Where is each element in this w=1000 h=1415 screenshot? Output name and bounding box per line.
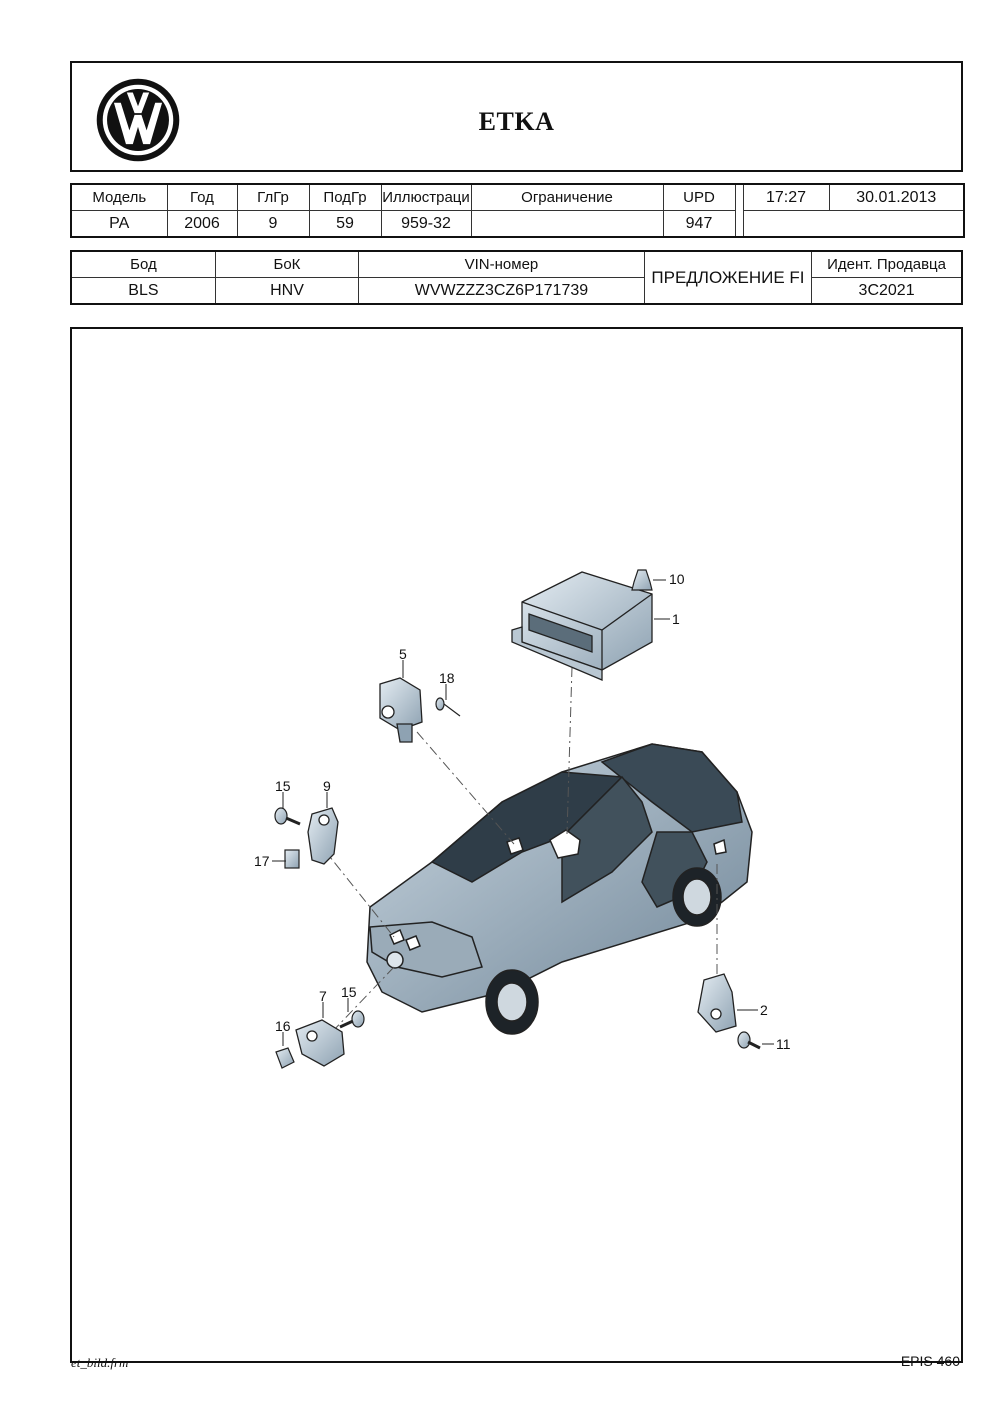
- callout-2: 2: [760, 1002, 768, 1018]
- info-table-1: [70, 183, 965, 238]
- callout-17: 17: [254, 853, 270, 869]
- value-year: 2006: [167, 211, 237, 238]
- label-year: Год: [167, 184, 237, 211]
- footer-version: EPIS 460: [900, 1353, 960, 1369]
- value-dealer-id: 3C2021: [812, 278, 962, 305]
- label-main-group: ГлГр: [237, 184, 309, 211]
- value-engine-code: BLS: [71, 278, 215, 305]
- callout-18: 18: [439, 670, 455, 686]
- label-illustration: Иллюстраци: [381, 184, 471, 211]
- label-restriction: Ограничение: [471, 184, 663, 211]
- value-upd: 947: [663, 211, 735, 238]
- bolt-part-15-bottom: [340, 1011, 364, 1027]
- sensor-part-5: [380, 678, 422, 742]
- info-table-2: [70, 250, 963, 305]
- app-title: ETKA: [478, 107, 555, 136]
- callout-5: 5: [399, 646, 407, 662]
- label-sub-group: ПодГр: [309, 184, 381, 211]
- car-illustration: [367, 744, 752, 1034]
- bolt-part-16: [276, 1048, 294, 1068]
- label-engine-code: Бод: [71, 251, 215, 278]
- value-illustration: 959-32: [381, 211, 471, 238]
- label-dealer-id: Идент. Продавца: [812, 251, 962, 278]
- value-main-group: 9: [237, 211, 309, 238]
- value-model: PA: [71, 211, 167, 238]
- time: 17:27: [743, 184, 829, 211]
- callout-15-bottom: 15: [341, 984, 357, 1000]
- empty-cell: [743, 211, 964, 238]
- label-upd: UPD: [663, 184, 735, 211]
- callout-11: 11: [776, 1036, 791, 1052]
- parts-diagram: [72, 329, 961, 1361]
- bolt-part-11: [738, 1032, 760, 1048]
- value-restriction: [471, 211, 663, 238]
- sensor-part-9: [308, 808, 338, 864]
- control-module-part: [512, 572, 652, 680]
- spacer-cell: [735, 184, 743, 237]
- sensor-part-2: [698, 974, 736, 1032]
- callout-7: 7: [319, 988, 327, 1004]
- callout-16: 16: [275, 1018, 291, 1034]
- bolt-part-15-top: [275, 808, 300, 824]
- value-gearbox-code: HNV: [215, 278, 358, 305]
- diagram-box: [70, 327, 963, 1363]
- label-model: Модель: [71, 184, 167, 211]
- rivet-part-18: [436, 698, 460, 716]
- nut-part-17: [285, 850, 299, 868]
- label-gearbox-code: БоК: [215, 251, 358, 278]
- callout-15-top: 15: [275, 778, 291, 794]
- title-box: [70, 61, 963, 172]
- date: 30.01.2013: [829, 184, 964, 211]
- callout-10: 10: [669, 571, 685, 587]
- clip-part-10: [632, 570, 652, 590]
- value-vin: WVWZZZ3CZ6P171739: [359, 278, 645, 305]
- callout-1: 1: [672, 611, 680, 627]
- offer-label: ПРЕДЛОЖЕНИЕ FI: [644, 251, 811, 304]
- value-sub-group: 59: [309, 211, 381, 238]
- label-vin: VIN-номер: [359, 251, 645, 278]
- callout-9: 9: [323, 778, 331, 794]
- footer-form-name: et_bild.frm: [71, 1355, 129, 1370]
